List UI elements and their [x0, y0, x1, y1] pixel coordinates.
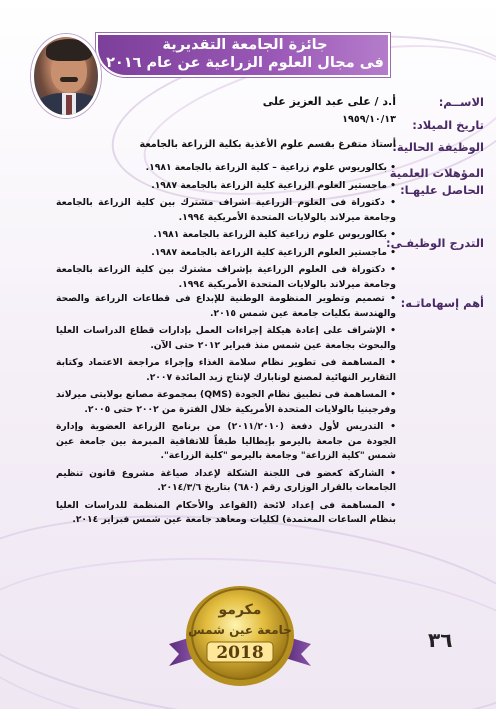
name-value: أ.د / على عبد العزيز على: [262, 95, 396, 108]
qualifications-label-line2: الحاصل عليهـا:: [400, 183, 484, 197]
list-item: • بكالوريوس علوم زراعية – كلية الزراعة بالجامعة ١٩٨١.: [56, 161, 396, 176]
list-item: • ماجستير العلوم الزراعية كلية الزراعة بالجامعة ١٩٨٧.: [56, 179, 396, 194]
list-item: • ماجستير العلوم الزراعية كلية الزراعة بالجامعة ١٩٨٧.: [56, 246, 396, 261]
header-title: [105, 36, 385, 72]
dob-value: ١٩٥٩/١٠/١٣: [342, 114, 396, 125]
header-title-line1: جائزة الجامعة التقديرية: [162, 37, 328, 53]
list-item: • دكتوراة فى العلوم الزراعية اشراف مشترك بين كلية الزراعة بالجامعة وجامعة ميرلاند بالولايات المتحدة الأمريكية ١٩٩٤.: [56, 196, 396, 225]
career-label: التدرج الوظيفـى:: [386, 236, 484, 250]
header-title-line2: فى مجال العلوم الزراعية عن عام ٢٠١٦: [106, 55, 384, 71]
career-list: [56, 228, 396, 295]
qualifications-label: [390, 165, 484, 199]
list-item: • الإشراف على إعادة هيكلة إجراءات العمل بإدارات قطاع الدراسات العليا والبحوث بجامعة عين شمس منذ فبراير ٢٠١٢ حتى الآن.: [56, 324, 396, 353]
qualifications-list: [56, 161, 396, 228]
list-item: • المساهمة فى إعداد لائحة (القواعد والأحكام المنظمة للدراسات العليا بنظام الساعات المعتمدة) لكليات ومعاهد جامعة عين شمس فبراير ٢٠١٤.: [56, 499, 396, 528]
job-value: أستاذ متفرغ بقسم علوم الأغذية بكلية الزراعة بالجامعة: [139, 139, 396, 150]
list-item: • تصميم وتطوير المنظومة الوطنية للإبداع فى قطاعات الزراعة والصحة والهندسة بكليات جامعة عين شمس ٢٠١٥.: [56, 292, 396, 321]
dob-label: تاريخ الميلاد:: [412, 118, 484, 132]
medal-line1: مكرمو: [218, 602, 262, 618]
award-medal-logo: [165, 580, 315, 692]
name-label: الاســم:: [438, 95, 484, 109]
contributions-label: أهم إسهاماتـه:: [400, 296, 484, 310]
list-item: • التدريس لأول دفعة (٢٠١١/٢٠١٠) من برنامج الزراعة العضوية وإدارة الجودة من جامعة باليرمو بإيطاليا طبقاً للاتفاقية المبرمة بين جامعة عين شمس "كلية الزراعة" وجامعة باليرمو "كلية الزراعة".: [56, 420, 396, 464]
list-item: • المساهمة فى تطوير نظام سلامة الغذاء وإجراء مراجعة الاعتماد وكتابة التقارير النهائية لمصنع لونابارك لإنتاج زبد المائدة ٢٠٠٧.: [56, 356, 396, 385]
qualifications-label-line1: المؤهلات العلمية: [389, 166, 484, 180]
list-item: • الشاركة كعضو فى اللجنة الشكلة لإعداد صياغة مشروع قانون تنظيم الجامعات بالقرار الوزارى رقم (٦٨٠) بتاريخ ٢٠١٤/٣/٦.: [56, 467, 396, 496]
page-number: ٣٦: [428, 628, 453, 652]
list-item: • دكتوراة فى العلوم الزراعية بإشراف مشترك بين كلية الزراعة بالجامعة وجامعة ميرلاند بالولايات المتحدة الأمريكية ١٩٩٤.: [56, 263, 396, 292]
contributions-list: [56, 292, 396, 531]
medal-line2: جامعة عين شمس: [188, 623, 292, 637]
list-item: • المساهمة فى تطبيق نظام الجودة (QMS) بمجموعة مصانع بولايتى ميرلاند وفرجينيا بالولايات المتحدة الأمريكية خلال الفترة من ٢٠٠٢ حتى ٢٠٠٥.: [56, 388, 396, 417]
job-label: الوظيفة الحالية:: [392, 140, 484, 154]
list-item: • بكالوريوس علوم زراعية كلية الزراعة بالجامعة ١٩٨١.: [56, 228, 396, 243]
medal-year: 2018: [216, 643, 264, 663]
portrait-photo: [31, 34, 101, 118]
